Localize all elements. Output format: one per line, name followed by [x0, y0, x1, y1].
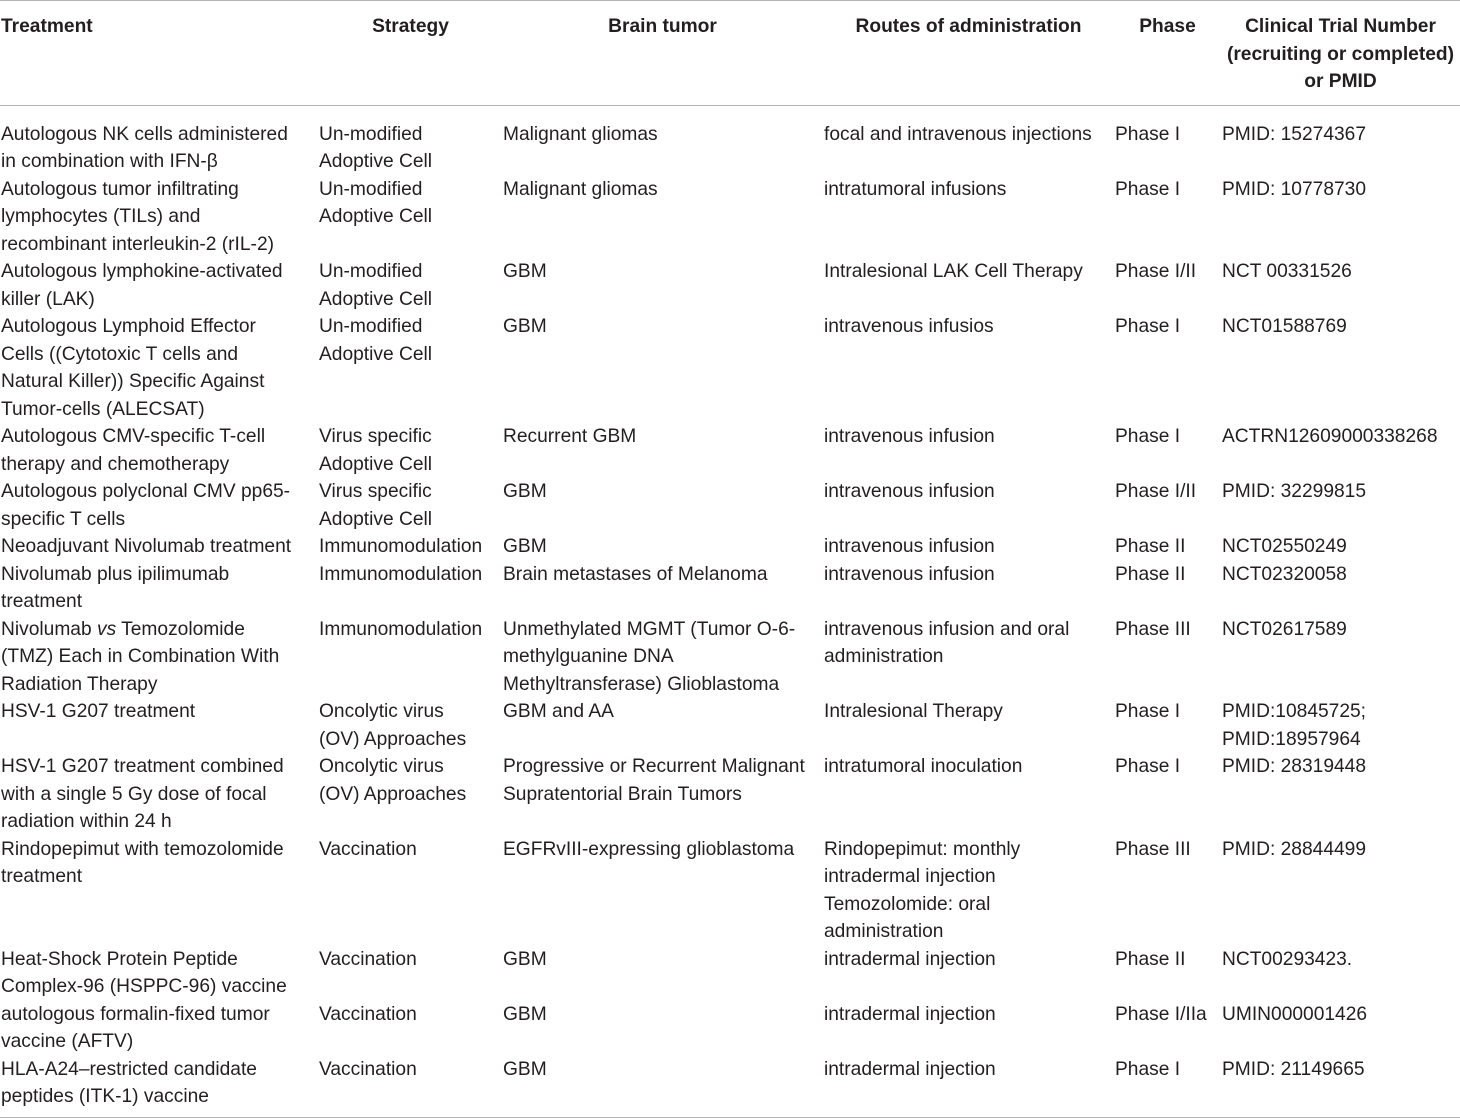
cell-strategy	[319, 946, 502, 1001]
cell-strategy-line: Adoptive Cell	[319, 343, 433, 365]
cell-strategy-line: Un-modified	[319, 178, 423, 200]
cell-route-line: Intralesional Therapy	[824, 701, 1003, 722]
cell-phase	[1114, 478, 1221, 533]
cell-treatment-line: Autologous CMV-specific T-cell	[1, 426, 266, 447]
cell-treatment-line: autologous formalin-fixed tumor	[1, 1003, 270, 1025]
cell-strategy-line: Vaccination	[319, 1058, 417, 1080]
cell-route-line: intradermal injection	[824, 1058, 996, 1080]
cell-route-line: intravenous infusion and oral	[824, 618, 1070, 640]
cell-strategy-line: Virus specific	[319, 481, 432, 502]
cell-brain-tumor-line: Recurrent GBM	[503, 426, 637, 447]
cell-brain-tumor-line: GBM and AA	[503, 701, 614, 722]
cell-strategy-line: Un-modified	[319, 123, 423, 145]
cell-route-line: Rindopepimut: monthly	[824, 838, 1021, 860]
cell-strategy-line: Adoptive Cell	[319, 288, 433, 310]
table-row	[0, 946, 1460, 1001]
cell-route-line: Intralesional LAK Cell Therapy	[824, 261, 1083, 282]
cell-treatment	[0, 105, 319, 176]
cell-trial-number-line: NCT 00331526	[1222, 261, 1352, 282]
cell-trial-number-line: UMIN000001426	[1222, 1003, 1368, 1025]
cell-strategy-line: Vaccination	[319, 948, 417, 970]
cell-treatment-line: Tumor-cells (ALECSAT)	[1, 398, 205, 420]
cell-phase-line: Phase I	[1115, 756, 1181, 777]
cell-strategy-line: Adoptive Cell	[319, 508, 433, 530]
cell-brain-tumor	[502, 753, 823, 836]
cell-treatment-line: Autologous polyclonal CMV pp65-	[1, 481, 291, 502]
cell-trial-number-line: NCT02320058	[1222, 563, 1347, 585]
cell-route-line: intravenous infusion	[824, 426, 995, 447]
cell-phase	[1114, 1056, 1221, 1118]
cell-strategy-line: Immunomodulation	[319, 563, 483, 585]
cell-trial-number	[1221, 423, 1460, 478]
cell-strategy	[319, 1056, 502, 1118]
cell-brain-tumor-line: Malignant gliomas	[503, 123, 658, 145]
cell-treatment	[0, 561, 319, 616]
cell-strategy-line: Adoptive Cell	[319, 206, 433, 227]
cell-route	[823, 1001, 1114, 1056]
header-trial-line-2: (recruiting or completed)	[1226, 43, 1455, 65]
cell-phase	[1114, 105, 1221, 176]
cell-phase-line: Phase I	[1115, 123, 1181, 145]
cell-strategy	[319, 698, 502, 753]
cell-trial-number	[1221, 1001, 1460, 1056]
cell-phase-line: Phase III	[1115, 618, 1191, 640]
table-row	[0, 176, 1460, 259]
cell-brain-tumor	[502, 478, 823, 533]
cell-phase-line: Phase I	[1115, 701, 1181, 722]
header-row	[0, 1, 1460, 106]
cell-strategy	[319, 1001, 502, 1056]
cell-treatment-line: HSV-1 G207 treatment	[1, 701, 196, 722]
cell-route-line: intradermal injection	[824, 866, 996, 887]
header-strategy: Strategy	[372, 16, 449, 37]
cell-strategy-line: (OV) Approaches	[319, 728, 467, 750]
cell-strategy-line: Immunomodulation	[319, 536, 483, 557]
cell-trial-number	[1221, 258, 1460, 313]
table-row	[0, 1001, 1460, 1056]
cell-brain-tumor	[502, 1001, 823, 1056]
cell-phase	[1114, 313, 1221, 423]
cell-trial-number-line: PMID: 28844499	[1222, 838, 1366, 860]
cell-phase	[1114, 561, 1221, 616]
cell-phase-line: Phase I/II	[1115, 481, 1197, 502]
cell-strategy-line: Adoptive Cell	[319, 453, 433, 475]
cell-trial-number	[1221, 176, 1460, 259]
table-row	[0, 561, 1460, 616]
cell-route	[823, 698, 1114, 753]
cell-treatment-line: HLA-A24–restricted candidate	[1, 1058, 257, 1080]
cell-brain-tumor-line: Malignant gliomas	[503, 178, 658, 200]
cell-route	[823, 1056, 1114, 1118]
cell-trial-number	[1221, 313, 1460, 423]
cell-strategy-line: Vaccination	[319, 838, 417, 860]
cell-strategy-line: Oncolytic virus	[319, 756, 444, 777]
cell-trial-number-line: PMID: 10778730	[1222, 178, 1366, 200]
cell-treatment	[0, 616, 319, 699]
cell-brain-tumor-line: methylguanine DNA	[503, 646, 674, 667]
header-brain-tumor: Brain tumor	[608, 16, 717, 37]
header-routes: Routes of administration	[855, 16, 1082, 37]
cell-trial-number-line: PMID:18957964	[1222, 728, 1361, 750]
cell-treatment-line: treatment	[1, 591, 83, 612]
cell-brain-tumor-line: GBM	[503, 948, 547, 970]
cell-trial-number	[1221, 561, 1460, 616]
cell-phase	[1114, 836, 1221, 946]
cell-trial-number	[1221, 753, 1460, 836]
cell-strategy	[319, 616, 502, 699]
cell-trial-number-line: PMID: 32299815	[1222, 481, 1366, 502]
cell-strategy	[319, 313, 502, 423]
cell-trial-number	[1221, 698, 1460, 753]
cell-treatment	[0, 533, 319, 561]
cell-route-line: intravenous infusion	[824, 563, 995, 585]
cell-route-line: intravenous infusion	[824, 536, 995, 557]
cell-strategy	[319, 836, 502, 946]
cell-phase	[1114, 698, 1221, 753]
cell-phase	[1114, 258, 1221, 313]
cell-treatment-line: Cells ((Cytotoxic T cells and	[1, 343, 239, 365]
cell-trial-number-line: PMID:10845725;	[1222, 701, 1366, 722]
cell-strategy	[319, 753, 502, 836]
cell-treatment-line: Radiation Therapy	[1, 673, 158, 695]
cell-brain-tumor-line: GBM	[503, 1003, 547, 1025]
cell-route-line: intratumoral infusions	[824, 178, 1007, 200]
cell-brain-tumor	[502, 105, 823, 176]
table-row	[0, 533, 1460, 561]
cell-trial-number	[1221, 105, 1460, 176]
cell-treatment	[0, 698, 319, 753]
cell-brain-tumor-line: Methyltransferase) Glioblastoma	[503, 673, 780, 695]
cell-trial-number	[1221, 478, 1460, 533]
cell-route	[823, 423, 1114, 478]
cell-brain-tumor	[502, 616, 823, 699]
cell-route	[823, 258, 1114, 313]
cell-strategy	[319, 478, 502, 533]
cell-route-line: intravenous infusios	[824, 316, 994, 337]
cell-treatment-line: Heat-Shock Protein Peptide	[1, 948, 238, 970]
cell-brain-tumor-line: Brain metastases of Melanoma	[503, 563, 768, 585]
cell-trial-number	[1221, 946, 1460, 1001]
cell-treatment-line: Nivolumab vs Temozolomide	[1, 618, 245, 640]
cell-route-line: Temozolomide: oral	[824, 893, 991, 915]
cell-brain-tumor-line: Unmethylated MGMT (Tumor O-6-	[503, 618, 796, 640]
cell-route	[823, 616, 1114, 699]
table-row	[0, 1056, 1460, 1118]
cell-brain-tumor-line: GBM	[503, 261, 547, 282]
cell-trial-number	[1221, 533, 1460, 561]
cell-route	[823, 561, 1114, 616]
cell-brain-tumor	[502, 1056, 823, 1118]
cell-route-line: focal and intravenous injections	[824, 123, 1092, 145]
cell-trial-number	[1221, 836, 1460, 946]
cell-route	[823, 313, 1114, 423]
cell-strategy-line: Virus specific	[319, 426, 432, 447]
cell-strategy-line: Immunomodulation	[319, 618, 483, 640]
cell-brain-tumor	[502, 836, 823, 946]
table-row	[0, 836, 1460, 946]
cell-treatment	[0, 753, 319, 836]
cell-brain-tumor-line: Progressive or Recurrent Malignant	[503, 756, 805, 777]
cell-trial-number-line: PMID: 28319448	[1222, 756, 1366, 777]
cell-trial-number-line: NCT02617589	[1222, 618, 1347, 640]
table-row	[0, 616, 1460, 699]
cell-phase	[1114, 533, 1221, 561]
cell-phase	[1114, 176, 1221, 259]
cell-treatment-line: radiation within 24 h	[1, 811, 172, 832]
cell-strategy-line: Vaccination	[319, 1003, 417, 1025]
cell-strategy-line: Adoptive Cell	[319, 151, 433, 172]
cell-treatment-line: Nivolumab plus ipilimumab	[1, 563, 230, 585]
cell-brain-tumor-line: GBM	[503, 1058, 547, 1080]
cell-treatment	[0, 258, 319, 313]
header-trial-line-3: or PMID	[1304, 71, 1377, 92]
cell-treatment-line: vaccine (AFTV)	[1, 1031, 134, 1052]
cell-route	[823, 105, 1114, 176]
cell-phase-line: Phase I	[1115, 178, 1181, 200]
cell-brain-tumor	[502, 561, 823, 616]
cell-treatment	[0, 313, 319, 423]
cell-strategy	[319, 423, 502, 478]
cell-treatment-line: killer (LAK)	[1, 288, 95, 310]
cell-treatment-line: HSV-1 G207 treatment combined	[1, 756, 284, 777]
table-row	[0, 423, 1460, 478]
cell-treatment-line: peptides (ITK-1) vaccine	[1, 1086, 209, 1107]
cell-treatment-line: Complex-96 (HSPPC-96) vaccine	[1, 976, 287, 997]
cell-route	[823, 176, 1114, 259]
cell-strategy	[319, 533, 502, 561]
cell-route-line: administration	[824, 921, 944, 942]
table-row	[0, 105, 1460, 176]
cell-strategy-line: Un-modified	[319, 261, 423, 282]
cell-route-line: administration	[824, 646, 944, 667]
cell-route	[823, 753, 1114, 836]
cell-brain-tumor-line: GBM	[503, 536, 547, 557]
cell-strategy	[319, 258, 502, 313]
table-body	[0, 105, 1460, 1117]
cell-brain-tumor	[502, 423, 823, 478]
cell-brain-tumor	[502, 946, 823, 1001]
cell-treatment-line: treatment	[1, 866, 83, 887]
cell-phase-line: Phase III	[1115, 838, 1191, 860]
cell-treatment	[0, 478, 319, 533]
cell-treatment-line: Neoadjuvant Nivolumab treatment	[1, 536, 292, 557]
cell-treatment	[0, 946, 319, 1001]
cell-brain-tumor	[502, 313, 823, 423]
cell-treatment-line: (TMZ) Each in Combination With	[1, 646, 280, 667]
cell-route	[823, 478, 1114, 533]
cell-phase-line: Phase I/II	[1115, 261, 1197, 282]
cell-treatment-line: Autologous NK cells administered	[1, 123, 288, 145]
cell-treatment-line: with a single 5 Gy dose of focal	[1, 783, 267, 805]
cell-strategy	[319, 176, 502, 259]
cell-route-line: intradermal injection	[824, 948, 996, 970]
cell-treatment-line: Autologous Lymphoid Effector	[1, 316, 256, 337]
cell-treatment-line: Autologous lymphokine-activated	[1, 261, 283, 282]
cell-treatment-line: in combination with IFN-β	[1, 151, 218, 172]
cell-strategy-line: (OV) Approaches	[319, 783, 467, 805]
cell-treatment-line: specific T cells	[1, 508, 126, 530]
cell-trial-number-line: ACTRN12609000338268	[1222, 426, 1438, 447]
cell-route	[823, 946, 1114, 1001]
cell-route	[823, 533, 1114, 561]
cell-trial-number-line: NCT00293423.	[1222, 948, 1353, 970]
table-row	[0, 478, 1460, 533]
cell-phase	[1114, 1001, 1221, 1056]
cell-brain-tumor-line: EGFRvIII-expressing glioblastoma	[503, 838, 795, 860]
cell-route-line: intratumoral inoculation	[824, 756, 1023, 777]
cell-route-line: intradermal injection	[824, 1003, 996, 1025]
cell-trial-number-line: NCT01588769	[1222, 316, 1347, 337]
cell-trial-number-line: NCT02550249	[1222, 536, 1347, 557]
cell-treatment-line: therapy and chemotherapy	[1, 453, 230, 475]
cell-phase	[1114, 616, 1221, 699]
cell-treatment	[0, 423, 319, 478]
cell-treatment-line: Rindopepimut with temozolomide	[1, 838, 284, 860]
header-treatment: Treatment	[1, 16, 93, 37]
table-row	[0, 698, 1460, 753]
cell-trial-number	[1221, 616, 1460, 699]
cell-brain-tumor	[502, 258, 823, 313]
cell-phase	[1114, 753, 1221, 836]
header-trial-number	[1221, 1, 1460, 106]
cell-brain-tumor-line: GBM	[503, 316, 547, 337]
cell-route-line: intravenous infusion	[824, 481, 995, 502]
cell-phase-line: Phase II	[1115, 563, 1186, 585]
table-row	[0, 258, 1460, 313]
cell-brain-tumor	[502, 176, 823, 259]
table-row	[0, 313, 1460, 423]
cell-treatment	[0, 1001, 319, 1056]
cell-phase-line: Phase I	[1115, 426, 1181, 447]
table-row	[0, 753, 1460, 836]
header-phase: Phase	[1139, 16, 1196, 37]
cell-brain-tumor-line: Supratentorial Brain Tumors	[503, 783, 742, 805]
cell-phase-line: Phase II	[1115, 536, 1186, 557]
cell-treatment-line: Natural Killer)) Specific Against	[1, 371, 265, 392]
cell-brain-tumor	[502, 533, 823, 561]
cell-phase-line: Phase I	[1115, 316, 1181, 337]
cell-treatment	[0, 176, 319, 259]
cell-brain-tumor-line: GBM	[503, 481, 547, 502]
cell-strategy-line: Oncolytic virus	[319, 701, 444, 722]
cell-brain-tumor	[502, 698, 823, 753]
cell-phase	[1114, 946, 1221, 1001]
cell-trial-number	[1221, 1056, 1460, 1118]
cell-trial-number-line: PMID: 21149665	[1222, 1058, 1365, 1080]
cell-phase-line: Phase I	[1115, 1058, 1181, 1080]
cell-treatment	[0, 1056, 319, 1118]
cell-phase-line: Phase II	[1115, 948, 1186, 970]
cell-treatment-line: Autologous tumor infiltrating	[1, 178, 239, 200]
header-trial-line-1: Clinical Trial Number	[1245, 16, 1436, 37]
cell-strategy	[319, 561, 502, 616]
cell-phase-line: Phase I/IIa	[1115, 1003, 1207, 1025]
cell-treatment	[0, 836, 319, 946]
cell-strategy	[319, 105, 502, 176]
cell-phase	[1114, 423, 1221, 478]
cell-trial-number-line: PMID: 15274367	[1222, 123, 1366, 145]
cell-strategy-line: Un-modified	[319, 316, 423, 337]
cell-route	[823, 836, 1114, 946]
cell-treatment-line: lymphocytes (TILs) and	[1, 206, 201, 227]
cell-treatment-line: recombinant interleukin-2 (rIL-2)	[1, 233, 275, 255]
